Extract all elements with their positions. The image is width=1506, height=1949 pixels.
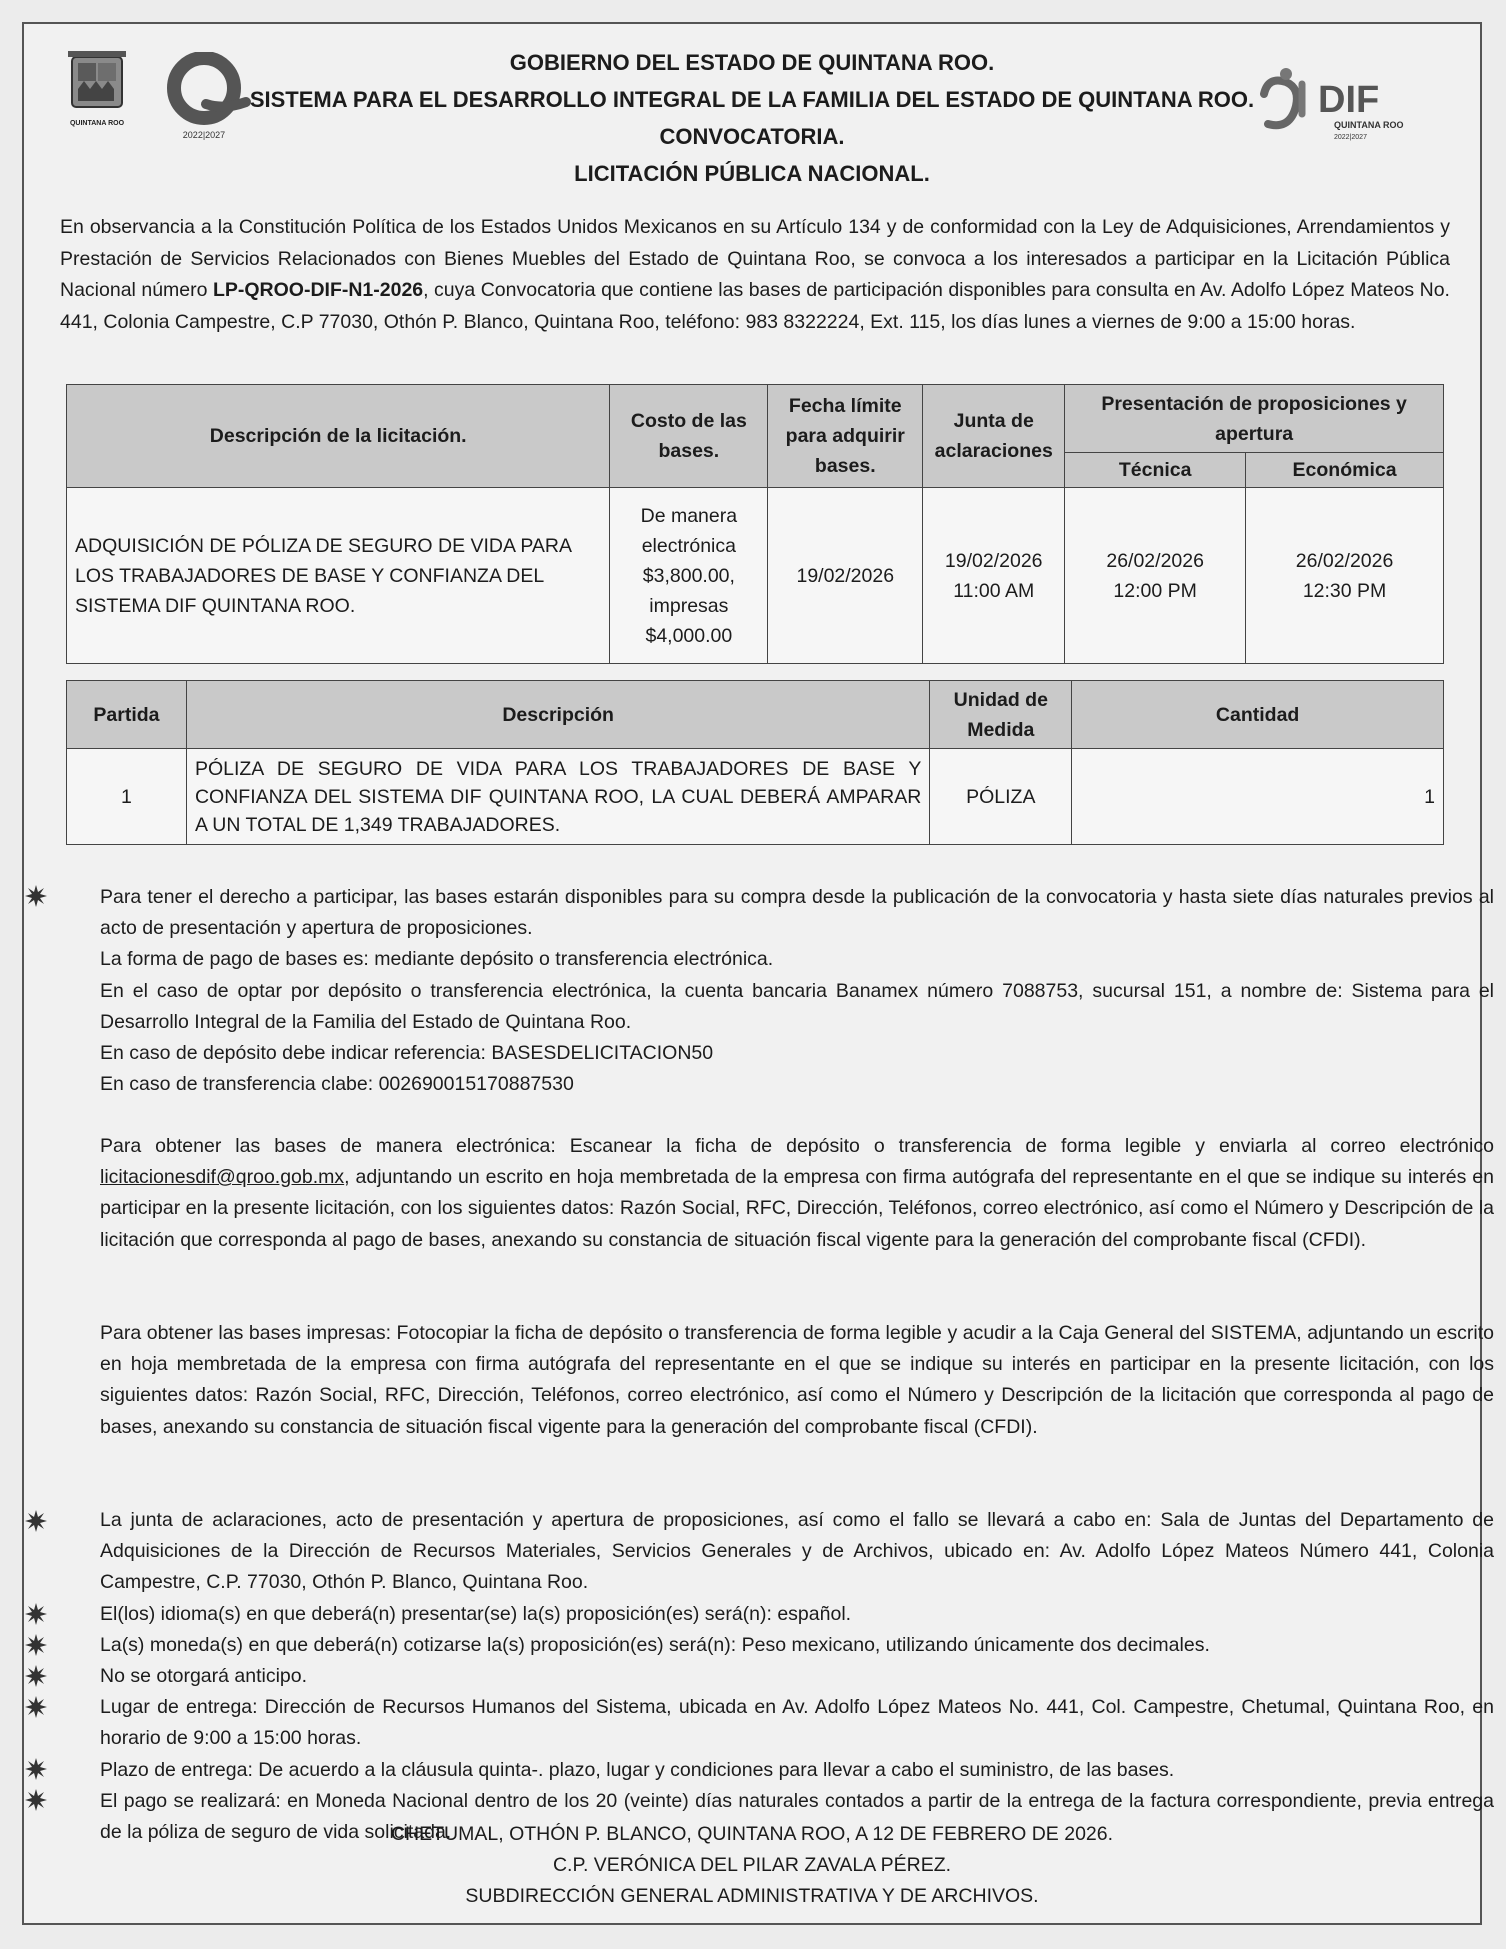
- header-presentacion: Presentación de proposiciones y apertura: [1065, 385, 1444, 453]
- licitacion-schedule-table: [66, 384, 1444, 664]
- economica-time: 12:30 PM: [1302, 579, 1387, 602]
- electronic-bases-intro: Para obtener las bases de manera electrónica: Escanear la ficha de depósito o transferencia de forma legible y enviarla al correo electrónico: [100, 1135, 1494, 1157]
- electronic-bases-text: [100, 1131, 1494, 1256]
- partida-description: PÓLIZA DE SEGURO DE VIDA PARA LOS TRABAJADORES DE BASE Y CONFIANZA DEL SISTEMA DIF QUINTANA ROO, LA CUAL DEBERÁ AMPARAR A UN TOTAL DE 1,349 TRABAJADORES.: [186, 749, 929, 845]
- starburst-bullet-icon: [24, 1695, 48, 1719]
- conditions-section: [100, 1505, 1494, 1848]
- header-fecha-limite: Fecha límite para adquirir bases.: [768, 385, 923, 488]
- svg-text:DIF: DIF: [1318, 79, 1380, 121]
- starburst-bullet-icon: [24, 1664, 48, 1688]
- advance-text: No se otorgará anticipo.: [100, 1665, 308, 1688]
- svg-text:2022|2027: 2022|2027: [182, 130, 226, 140]
- email-link[interactable]: licitacionesdif@qroo.gob.mx: [100, 1166, 345, 1189]
- bank-account-text: En el caso de optar por depósito o transferencia electrónica, la cuenta bancaria Banamex número 7088753, sucursal 151, a nombre de: Sistema para el Desarrollo Integral de la Familia del Estado de Quintana Roo.: [100, 979, 1494, 1033]
- cost-electronic: De manera electrónica $3,800.00,: [640, 504, 738, 587]
- printed-bases-text: Para obtener las bases impresas: Fotocopiar la ficha de depósito o transferencia de forma legible y acudir a la Caja General del SISTEMA, adjuntando un escrito en hoja membretada de la empresa con firma autógrafa del representante en el que se indique su interés en participar en la presente licitación, con los siguientes datos: Razón Social, RFC, Dirección, Teléfonos, correo electrónico, así como el Número y Descripción de la licitación que corresponda al pago de bases, anexando su constancia de situación fiscal vigente para la generación del comprobante fiscal (CFDI).: [100, 1322, 1494, 1438]
- payment-form-text: La forma de pago de bases es: mediante depósito o transferencia electrónica.: [100, 948, 774, 971]
- electronic-bases-details: , adjuntando un escrito en hoja membretada de la empresa con firma autógrafa del representante en el que se indique su interés en participar en la presente licitación, con los siguientes datos: Razón Social, RFC, Dirección, Teléfonos, correo electrónico, así como el Número y Descripción de la licitación que corresponda al pago de bases, anexando su constancia de situación fiscal vigente para la generación del comprobante fiscal (CFDI).: [100, 1166, 1494, 1251]
- tecnica-date: 26/02/2026: [1106, 549, 1204, 572]
- header-costo-bases: Costo de las bases.: [610, 385, 768, 488]
- intro-text-1: En observancia a la Constitución Política de los Estados Unidos Mexicanos en su Artículo 134 y de conformidad con la Ley de Adquisiciones, Arrendamientos y Prestación de Servicios Relacionados con Bienes Muebles del Estado de Quintana Roo, se convoca a los interesados a participar en la Licitación Pública Nacional número: [60, 216, 1450, 301]
- header-government: GOBIERNO DEL ESTADO DE QUINTANA ROO.: [509, 50, 995, 75]
- junta-time: 11:00 AM: [953, 579, 1035, 602]
- header-convocatoria: CONVOCATORIA.: [659, 124, 845, 149]
- tecnica-cell: [1065, 488, 1246, 664]
- junta-cell: [923, 488, 1065, 664]
- header-cantidad: Cantidad: [1072, 681, 1444, 749]
- junta-date: 19/02/2026: [944, 549, 1043, 572]
- header-unidad-medida: Unidad de Medida: [930, 681, 1072, 749]
- svg-text:QUINTANA ROO: QUINTANA ROO: [1334, 120, 1404, 130]
- starburst-bullet-icon: [24, 1602, 48, 1626]
- costo-bases-cell: [610, 488, 768, 664]
- place-date: CHETUMAL, OTHÓN P. BLANCO, QUINTANA ROO, A 12 DE FEBRERO DE 2026.: [390, 1823, 1114, 1845]
- intro-text-2: , cuya Convocatoria que contiene las bases de participación disponibles para consulta en Av. Adolfo López Mateos No. 441, Colonia Campestre, C.P 77030, Othón P. Blanco, Quintana Roo, teléfono: 983 8322224, Ext. 115, los días lunes a viernes de 9:00 a 15:00 horas.: [60, 279, 1450, 333]
- starburst-bullet-icon: [24, 1633, 48, 1657]
- document-page: [22, 22, 1494, 1925]
- delivery-place-text: Lugar de entrega: Dirección de Recursos Humanos del Sistema, ubicada en Av. Adolfo López Mateos No. 441, Col. Campestre, Chetumal, Quintana Roo, en horario de 9:00 a 15:00 horas.: [100, 1696, 1494, 1750]
- junta-location-text: La junta de aclaraciones, acto de presentación y apertura de proposiciones, así como el fallo se llevará a cabo en: Sala de Juntas del Departamento de Adquisiciones de la Dirección de Recursos Materiales, Servicios Generales y de Archivos, ubicado en: Av. Adolfo López Mateos Número 441, Colonia Campestre, C.P. 77030, Othón P. Blanco, Quintana Roo.: [100, 1509, 1494, 1594]
- unidad-value: PÓLIZA: [930, 749, 1072, 845]
- intro-paragraph: [60, 212, 1450, 338]
- currency-text: La(s) moneda(s) en que deberá(n) cotizarse la(s) proposición(es) será(n): Peso mexicano, utilizando únicamente dos decimales.: [100, 1633, 1210, 1656]
- starburst-bullet-icon: [24, 1757, 48, 1781]
- starburst-bullet-icon: [24, 1509, 48, 1533]
- header-economica: Económica: [1246, 453, 1444, 488]
- payment-terms-text: El pago se realizará: en Moneda Nacional dentro de los 20 (veinte) días naturales contados a partir de la entrega de la factura correspondiente, previa entrega de la póliza de seguro de vida solicitada.: [100, 1789, 1494, 1844]
- partida-value: 1: [67, 749, 187, 845]
- header-licitacion: LICITACIÓN PÚBLICA NACIONAL.: [574, 161, 930, 186]
- cost-printed: impresas $4,000.00: [645, 594, 733, 647]
- svg-text:QUINTANA ROO: QUINTANA ROO: [69, 120, 125, 127]
- economica-date: 26/02/2026: [1295, 549, 1394, 572]
- partidas-table: [66, 680, 1444, 845]
- language-text: El(los) idioma(s) en que deberá(n) presentar(se) la(s) proposición(es) será(n): español.: [100, 1602, 852, 1625]
- header-descripcion-licitacion: Descripción de la licitación.: [67, 385, 610, 488]
- starburst-bullet-icon: [24, 884, 48, 908]
- header-junta-aclaraciones: Junta de aclaraciones: [923, 385, 1065, 488]
- fecha-limite-value: 19/02/2026: [768, 488, 923, 664]
- delivery-term-text: Plazo de entrega: De acuerdo a la cláusula quinta-. plazo, lugar y condiciones para llevar a cabo el suministro, de las bases.: [100, 1758, 1175, 1781]
- header-partida: Partida: [67, 681, 187, 749]
- participation-text: Para tener el derecho a participar, las bases estarán disponibles para su compra desde la publicación de la convocatoria y hasta siete días naturales previos al acto de presentación y apertura de proposiciones.: [100, 886, 1494, 940]
- clabe-text: En caso de transferencia clabe: 002690015170887530: [100, 1073, 574, 1096]
- signatory-name: C.P. VERÓNICA DEL PILAR ZAVALA PÉREZ.: [552, 1854, 952, 1876]
- table-row: [67, 749, 1444, 845]
- deposit-reference-text: En caso de depósito debe indicar referencia: BASESDELICITACION50: [100, 1042, 714, 1065]
- printed-bases-section: [100, 1318, 1494, 1443]
- cantidad-value: 1: [1072, 749, 1444, 845]
- svg-text:2022|2027: 2022|2027: [1334, 134, 1367, 141]
- signatory-office: SUBDIRECCIÓN GENERAL ADMINISTRATIVA Y DE ARCHIVOS.: [465, 1885, 1039, 1907]
- header-descripcion: Descripción: [186, 681, 929, 749]
- header-system: SISTEMA PARA EL DESARROLLO INTEGRAL DE LA FAMILIA DEL ESTADO DE QUINTANA ROO.: [249, 87, 1255, 112]
- document-header: [24, 44, 1480, 192]
- tecnica-time: 12:00 PM: [1113, 579, 1197, 602]
- starburst-bullet-icon: [24, 1788, 48, 1812]
- header-tecnica: Técnica: [1065, 453, 1246, 488]
- signature-block: [24, 1819, 1480, 1912]
- participation-section: [100, 882, 1494, 1100]
- economica-cell: [1246, 488, 1444, 664]
- licitacion-description: ADQUISICIÓN DE PÓLIZA DE SEGURO DE VIDA PARA LOS TRABAJADORES DE BASE Y CONFIANZA DEL SISTEMA DIF QUINTANA ROO.: [67, 488, 610, 664]
- electronic-bases-section: [100, 1131, 1494, 1256]
- licitacion-number: LP-QROO-DIF-N1-2026: [212, 279, 424, 301]
